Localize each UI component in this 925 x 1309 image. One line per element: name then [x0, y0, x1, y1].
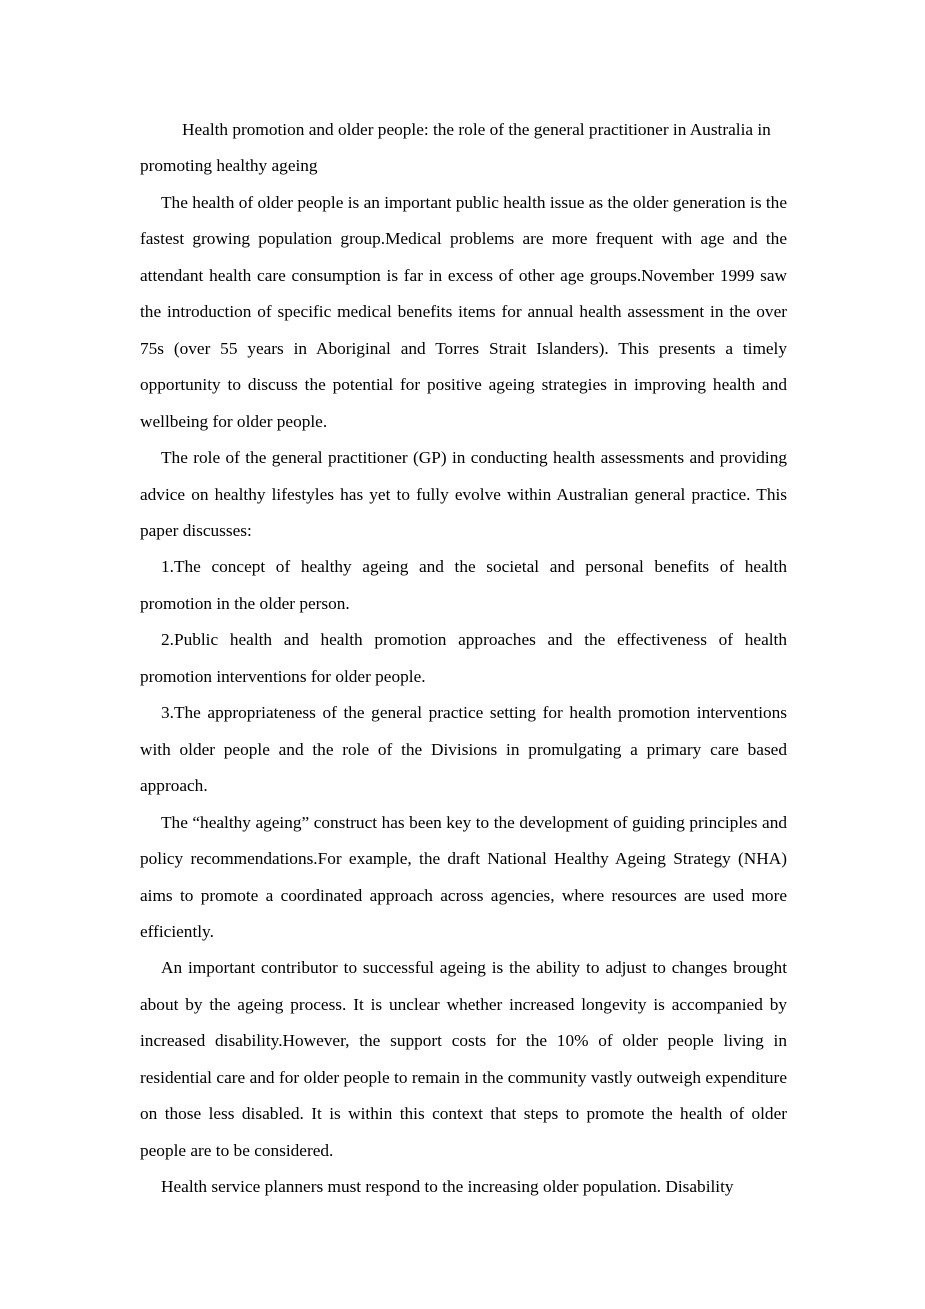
paragraph-successful-ageing: An important contributor to successful ageing is the ability to adjust to changes brought about by the ageing process. It is unclear whether increased longevity is accompanied by increased disability.However, the support costs for the 10% of older people living in residential care and for older people to remain in the community vastly outweigh expenditure on those less disabled. It is within this context that steps to promote the health of older people are to be considered. — [140, 958, 787, 1160]
list-item-2: 2.Public health and health promotion approaches and the effectiveness of health promotion interventions for older people. — [140, 630, 787, 686]
paragraph-intro: The health of older people is an important public health issue as the older generation is the fastest growing population group.Medical problems are more frequent with age and the attendant health care consumption is far in excess of other age groups.November 1999 saw the introduction of specific medical benefits items for annual health assessment in the over 75s (over 55 years in Aboriginal and Torres Strait Islanders). This presents a timely opportunity to discuss the potential for positive ageing strategies in improving health and wellbeing for older people. — [140, 192, 787, 431]
paragraph-gp-role: The role of the general practitioner (GP) in conducting health assessments and providing advice on healthy lifestyles has yet to fully evolve within Australian general practice. This paper discusses: — [140, 448, 787, 540]
document-title: Health promotion and older people: the role of the general practitioner in Australia in promoting healthy ageing — [140, 120, 771, 176]
list-item-1: 1.The concept of healthy ageing and the societal and personal benefits of health promotion in the older person. — [140, 557, 787, 613]
paragraph-health-service-planners: Health service planners must respond to the increasing older population. Disability — [161, 1177, 734, 1197]
paragraph-healthy-ageing-construct: The “healthy ageing” construct has been key to the development of guiding principles and policy recommendations.For example, the draft National Healthy Ageing Strategy (NHA) aims to promote a coordinated approach across agencies, where resources are used more efficiently. — [140, 812, 787, 941]
list-item-3: 3.The appropriateness of the general practice setting for health promotion interventions with older people and the role of the Divisions in promulgating a primary care based approach. — [140, 703, 787, 796]
